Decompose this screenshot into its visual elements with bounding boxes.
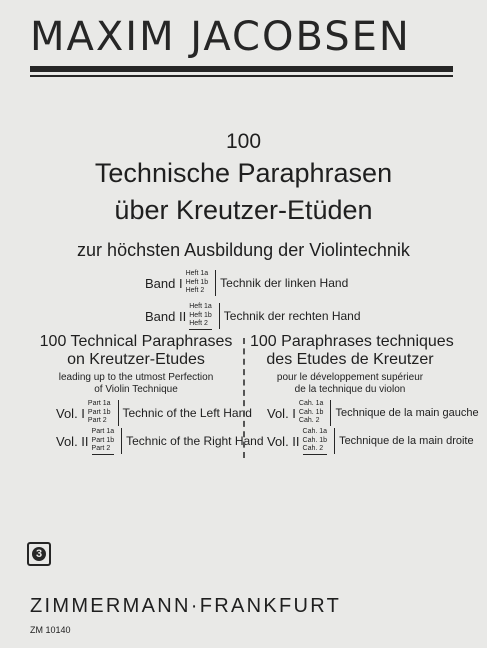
vol-description: Technique de la main gauche (335, 407, 479, 419)
french-title-2: des Etudes de Kreutzer (266, 351, 434, 368)
vol-label: Vol. I (56, 405, 85, 421)
part-label: Heft 1a (185, 270, 209, 278)
band-parts (186, 270, 209, 296)
part-label: Cah. 1a (302, 428, 328, 435)
brace (215, 303, 220, 329)
band-description: Technik der rechten Hand (223, 309, 361, 324)
publisher-name: ZIMMERMANN·FRANKFURT (30, 595, 342, 617)
column-divider (243, 338, 245, 458)
title-number: 100 (225, 130, 262, 153)
english-sub-2: of Violin Technique (94, 384, 178, 395)
brace (330, 428, 335, 454)
part-label: Heft 1a (189, 303, 212, 310)
part-label: Heft 1b (189, 311, 212, 319)
vol-label: Vol. I (267, 405, 296, 421)
english-title-1: 100 Technical Paraphrases (39, 333, 233, 350)
part-label: Part 1b (91, 436, 115, 444)
english-title-2: on Kreutzer-Etudes (67, 351, 205, 368)
part-label: Part 1a (91, 428, 115, 435)
french-vol-1 (267, 400, 479, 426)
french-sub-2: de la technique du violon (294, 384, 406, 395)
part-label: Part 2 (87, 417, 107, 425)
brace (117, 428, 122, 454)
header-rule-thin (30, 75, 453, 77)
title-line-2: über Kreutzer-Etüden (114, 195, 373, 225)
part-label: Cah. 2 (298, 417, 320, 425)
vol-label: Vol. II (267, 433, 300, 449)
title-line-1: Technische Paraphrasen (94, 158, 393, 188)
vol-description: Technic of the Right Hand (126, 434, 264, 449)
vol-parts (303, 428, 328, 455)
french-vol-2 (267, 428, 474, 455)
part-label: Cah. 2 (303, 445, 328, 455)
vol-description: Technic of the Left Hand (122, 406, 252, 420)
vol-description: Technique de la main droite (339, 435, 474, 448)
part-label: Heft 2 (185, 287, 205, 295)
brace (211, 270, 216, 296)
band-label: Band II (145, 308, 187, 324)
band-label: Band I (145, 275, 183, 291)
part-label: Cah. 1b (298, 408, 324, 416)
part-label: Cah. 1a (298, 400, 324, 408)
vol-parts (88, 400, 111, 426)
english-column (36, 333, 236, 396)
vol-parts (299, 400, 324, 426)
logo-glyph: 3 (32, 547, 46, 561)
english-sub-1: leading up to the utmost Perfection (58, 372, 214, 383)
part-label: Part 2 (92, 445, 115, 455)
author-name: MAXIM JACOBSEN (30, 14, 411, 60)
french-title-1: 100 Paraphrases techniques (250, 333, 454, 350)
publisher-logo-icon (27, 542, 51, 566)
german-band-1 (145, 270, 348, 296)
english-vol-1 (56, 400, 252, 426)
part-label: Part 1a (87, 400, 111, 408)
brace (114, 400, 119, 426)
part-label: Heft 2 (189, 320, 212, 330)
german-band-2 (145, 303, 361, 330)
english-vol-2 (56, 428, 264, 455)
subtitle: zur höchsten Ausbildung der Violintechnik (77, 240, 410, 260)
french-sub-1: pour le développement supérieur (276, 372, 424, 383)
vol-parts (92, 428, 115, 455)
part-label: Part 1b (87, 408, 111, 416)
part-label: Cah. 1b (302, 436, 328, 444)
band-description: Technik der linken Hand (220, 276, 349, 290)
french-column (250, 333, 454, 396)
catalog-number: ZM 10140 (30, 625, 71, 635)
header-rule-thick (30, 66, 453, 72)
band-parts (189, 303, 212, 330)
vol-label: Vol. II (56, 433, 89, 449)
part-label: Heft 1b (185, 278, 209, 286)
brace (326, 400, 331, 426)
